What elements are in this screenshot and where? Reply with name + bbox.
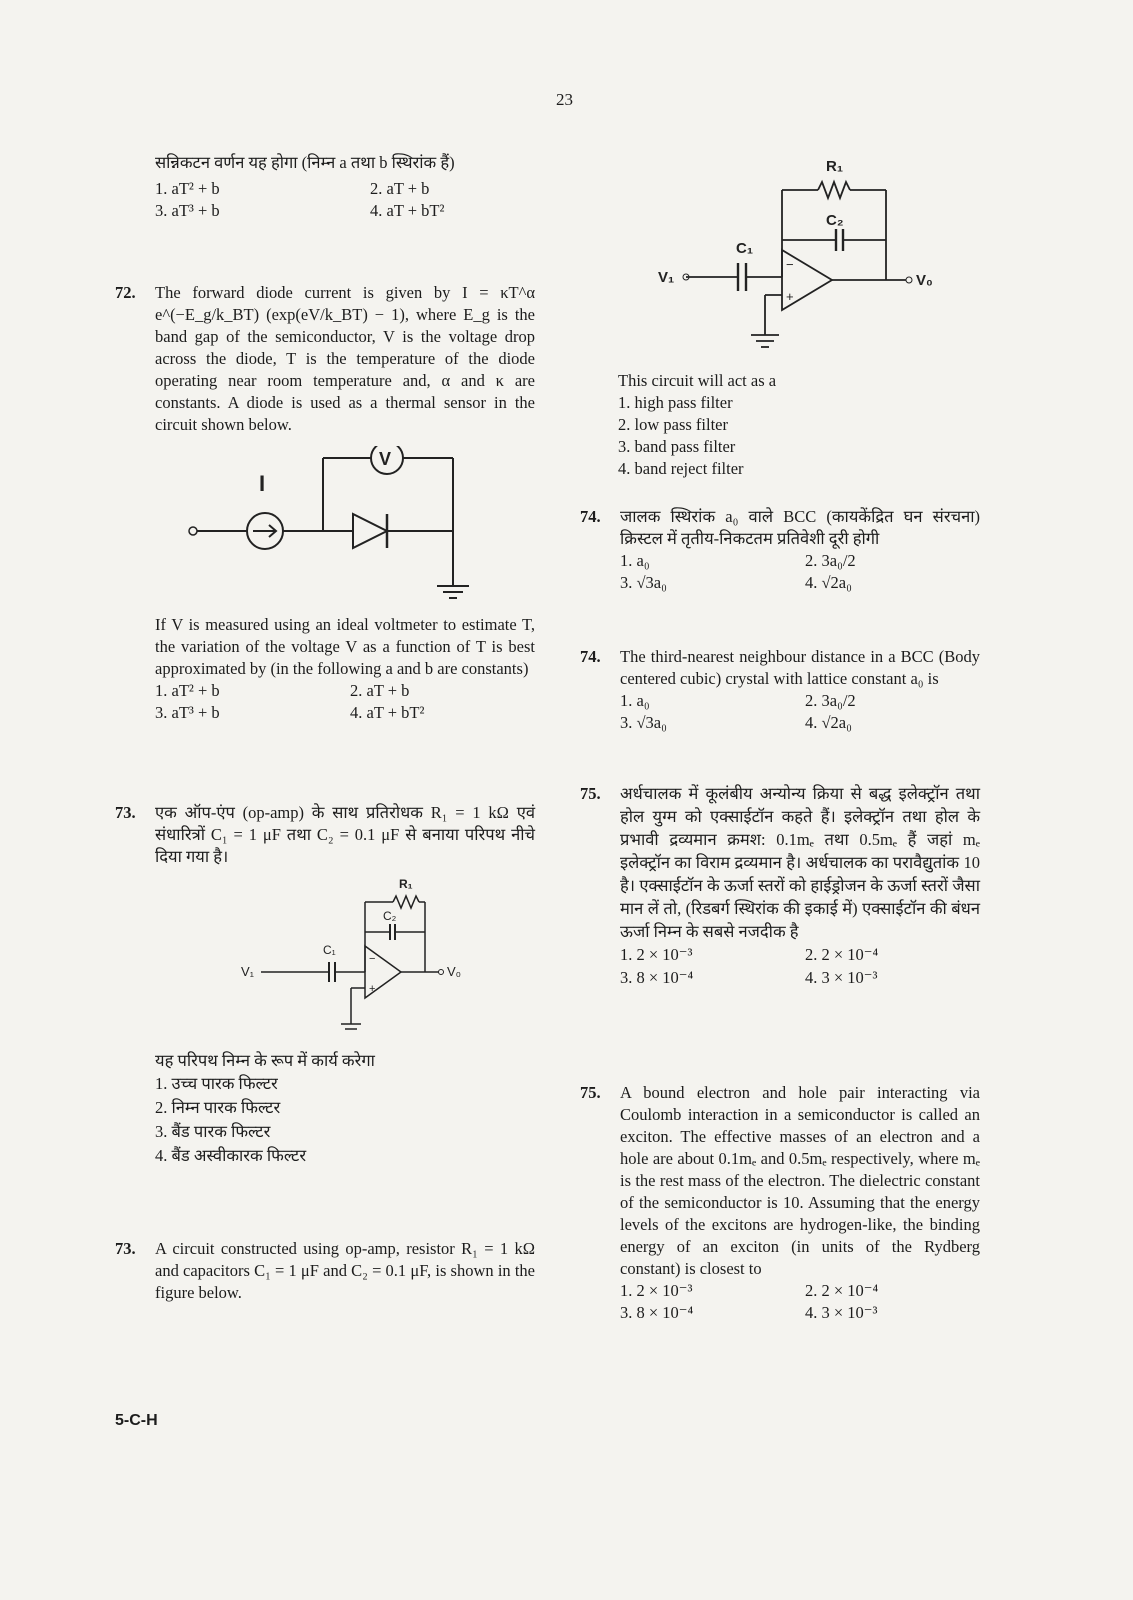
- question-text: अर्धचालक में कूलंबीय अन्योन्य क्रिया से बद्ध इलेक्ट्रॉन तथा होल युग्म को एक्साईटॉन कहते हैं। इलेक्ट्रॉन तथा होल के प्रभावी द्रव्यमान क्रमश: 0.1mₑ तथा 0.5mₑ हैं जहां mₑ इलेक्ट्रॉन का विराम द्रव्यमान है। अर्धचालक का परावैद्युतांक 10 है। एक्साईटॉन के ऊर्जा स्तरों को हाईड्रोजन के ऊर्जा स्तरों जैसा मान लें तो, (रिडबर्ग स्थिरांक की इकाई में) एक्साईटॉन की बंधन ऊर्जा निम्न के सबसे नजदीक है: [620, 784, 980, 941]
- svg-text:−: −: [786, 257, 794, 272]
- q72-options: [155, 680, 535, 724]
- q73-english-continued: [618, 370, 978, 480]
- q74-english-options: [620, 690, 980, 734]
- opamp-circuit-figure-large: [650, 155, 970, 355]
- option: 2. 2 × 10⁻⁴: [805, 1281, 879, 1300]
- option: 4. aT + bT²: [370, 201, 445, 220]
- question-number: 72.: [115, 283, 136, 302]
- c2-label: C₂: [383, 909, 397, 923]
- option: 4. √2a₀: [805, 713, 852, 732]
- option: 2. निम्न पारक फिल्टर: [155, 1098, 281, 1117]
- question-text: The third-nearest neighbour distance in a BCC (Body centered cubic) crystal with lattice constant a₀ is: [620, 647, 980, 688]
- option: 1. 2 × 10⁻³: [620, 945, 693, 964]
- option: 1. उच्च पारक फिल्टर: [155, 1074, 278, 1093]
- option: 2. low pass filter: [618, 415, 728, 434]
- option: 1. a₀: [620, 691, 650, 710]
- svg-text:+: +: [369, 983, 376, 995]
- question-number: 73.: [115, 803, 136, 822]
- svg-text:+: +: [786, 289, 794, 304]
- option: 2. 3a₀/2: [805, 551, 856, 570]
- option: 3. aT³ + b: [155, 703, 220, 722]
- option: 4. band reject filter: [618, 459, 744, 478]
- question-73-english: [115, 1238, 535, 1304]
- opamp-circuit-figure-small: [205, 874, 465, 1044]
- option: 3. बैंड पारक फिल्टर: [155, 1122, 271, 1141]
- resistor-r1-icon: [818, 182, 850, 198]
- question-75-english: [580, 1082, 980, 1324]
- option: 3. √3a₀: [620, 713, 667, 732]
- q71-hindi-tail: [115, 152, 575, 222]
- question-74-hindi: [580, 506, 980, 594]
- question-74-english: [580, 646, 980, 734]
- question-number: 74.: [580, 647, 601, 666]
- question-number: 75.: [580, 1083, 601, 1102]
- option: 1. 2 × 10⁻³: [620, 1281, 693, 1300]
- c1-label: C₁: [736, 240, 754, 257]
- q71-options: [155, 178, 575, 222]
- c1-label: C₁: [323, 943, 336, 957]
- option: 1. aT² + b: [155, 681, 220, 700]
- diode-circuit-figure: [165, 446, 505, 606]
- option: 2. aT + b: [350, 681, 410, 700]
- q73-hindi-options: [155, 1072, 535, 1168]
- option: 3. band pass filter: [618, 437, 736, 456]
- question-text-continued: If V is measured using an ideal voltmeter to estimate T, the variation of the voltage V as a function of T is best approximated by (in the following a and b are constants): [155, 615, 535, 678]
- vin-label: V₁: [658, 269, 675, 286]
- vout-label: V₀: [916, 272, 933, 289]
- page-footer-code: 5-C-H: [115, 1412, 158, 1429]
- option: 4. √2a₀: [805, 573, 852, 592]
- option: 4. aT + bT²: [350, 703, 425, 722]
- option: 3. √3a₀: [620, 573, 667, 592]
- question-prompt: यह परिपथ निम्न के रूप में कार्य करेगा: [155, 1051, 375, 1070]
- r1-label: R₁: [826, 158, 844, 175]
- resistor-r1-icon: [393, 896, 419, 908]
- page-number: 23: [556, 90, 573, 109]
- svg-text:−: −: [369, 953, 376, 965]
- question-72: [115, 282, 535, 724]
- option: 4. बैंड अस्वीकारक फिल्टर: [155, 1146, 307, 1165]
- option: 3. aT³ + b: [155, 201, 220, 220]
- question-text: A bound electron and hole pair interacting via Coulomb interaction in a semiconductor is called an exciton. The effective masses of an electron and a hole are about 0.1mₑ and 0.5mₑ respectively, where mₑ is the rest mass of the electron. The dielectric constant of the semiconductor is 10. Assuming that the energy levels of the excitons are hydrogen-like, the binding energy of an exciton (in units of the Rydberg constant) is closest to: [620, 1083, 980, 1278]
- option: 4. 3 × 10⁻³: [805, 968, 878, 987]
- question-text: A circuit constructed using op-amp, resistor R₁ = 1 kΩ and capacitors C₁ = 1 μF and C₂ = 0.1 μF, is shown in the figure below.: [155, 1239, 535, 1302]
- question-number: 74.: [580, 507, 601, 526]
- question-text: एक ऑप-एंप (op-amp) के साथ प्रतिरोधक R₁ = 1 kΩ एवं संधारित्रों C₁ = 1 μF तथा C₂ = 0.1 μF से बनाया परिपथ नीचे दिया गया है।: [155, 803, 535, 866]
- question-text: जालक स्थिरांक a₀ वाले BCC (कायकेंद्रित घन संरचना) क्रिस्टल में तृतीय-निकटतम प्रतिवेशी दूरी होगी: [620, 507, 980, 548]
- q75-english-options: [620, 1280, 980, 1324]
- option: 4. 3 × 10⁻³: [805, 1303, 878, 1322]
- question-number: 75.: [580, 784, 601, 803]
- c2-label: C₂: [826, 212, 844, 229]
- source-label: I: [259, 471, 266, 496]
- q74-hindi-options: [620, 550, 980, 594]
- question-prompt: This circuit will act as a: [618, 371, 777, 390]
- q71-hindi-text: सन्निकटन वर्णन यह होगा (निम्न a तथा b स्थिरांक हैं): [155, 153, 455, 172]
- option: 3. 8 × 10⁻⁴: [620, 1303, 694, 1322]
- meter-label: V: [379, 449, 392, 469]
- option: 3. 8 × 10⁻⁴: [620, 968, 694, 987]
- r1-label: R₁: [399, 877, 413, 891]
- option: 2. aT + b: [370, 179, 430, 198]
- option: 1. high pass filter: [618, 393, 733, 412]
- question-75-hindi: [580, 782, 980, 989]
- diode-icon: [353, 514, 387, 548]
- vout-label: V₀: [447, 964, 462, 979]
- option: 1. aT² + b: [155, 179, 220, 198]
- option: 1. a₀: [620, 551, 650, 570]
- question-73-hindi: [115, 802, 535, 1168]
- q75-hindi-options: [620, 943, 980, 989]
- option: 2. 2 × 10⁻⁴: [805, 945, 879, 964]
- q73-english-options: [618, 392, 978, 480]
- option: 2. 3a₀/2: [805, 691, 856, 710]
- vin-label: V₁: [241, 964, 255, 979]
- question-number: 73.: [115, 1239, 136, 1258]
- question-text: The forward diode current is given by I = κT^α e^(−E_g/k_BT) (exp(eV/k_BT) − 1), where E_g is the band gap of the semiconductor, V is the voltage drop across the diode, T is the temperature of the diode operating near room temperature and, α and κ are constants. A diode is used as a thermal sensor in the circuit shown below.: [155, 283, 535, 434]
